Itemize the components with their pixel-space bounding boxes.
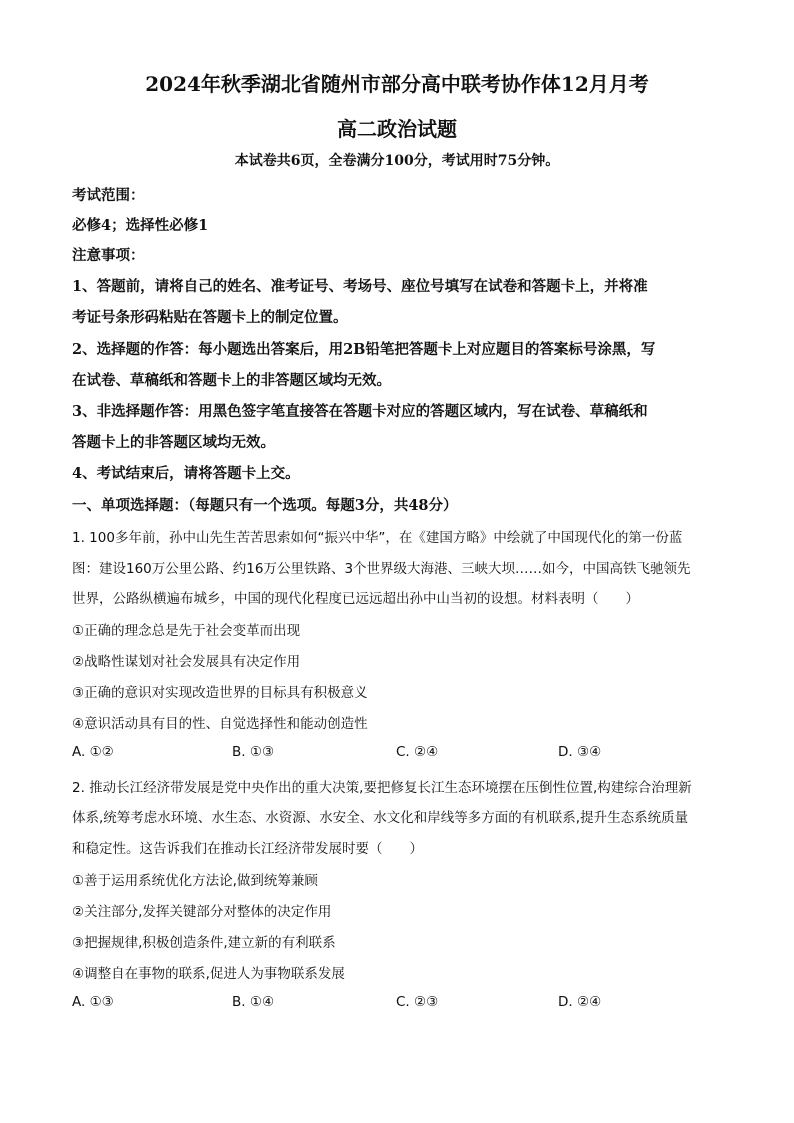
question-1-option-c: C. ②④ — [396, 744, 439, 760]
exam-subtitle: 高二政治试题 — [337, 117, 457, 141]
question-1-option-a: A. ①② — [72, 744, 114, 760]
question-1-stem: 图：建设160万公里公路、约16万公里铁路、3个世界级大海港、三峡大坝……如今，中国高铁飞驰领先 — [72, 561, 691, 577]
question-2-item: ①善于运用系统优化方法论,做到统筹兼顾 — [72, 873, 318, 889]
note-line: 答题卡上的非答题区域均无效。 — [72, 434, 275, 451]
question-2-stem: 体系,统筹考虑水环境、水生态、水资源、水安全、水文化和岸线等多方面的有机联系,提升生态系统质量 — [72, 810, 689, 826]
exam-title: 2024年秋季湖北省随州市部分高中联考协作体12月月考 — [145, 72, 649, 96]
note-line: 4、考试结束后，请将答题卡上交。 — [72, 465, 300, 482]
question-1-item: ②战略性谋划对社会发展具有决定作用 — [72, 654, 301, 670]
question-2-item: ④调整自在事物的联系,促进人为事物联系发展 — [72, 966, 345, 982]
question-1-item: ①正确的理念总是先于社会变革而出现 — [72, 623, 301, 639]
question-1-item: ③正确的意识对实现改造世界的目标具有积极意义 — [72, 685, 368, 701]
question-2-option-d: D. ②④ — [558, 994, 602, 1010]
note-line: 考证号条形码粘贴在答题卡上的制定位置。 — [72, 309, 348, 326]
question-1-stem: 1. 100多年前，孙中山先生苦苦思索如何“振兴中华”，在《建国方略》中绘就了中国现代化的第一份蓝 — [72, 530, 683, 546]
note-line: 3、非选择题作答：用黑色签字笔直接答在答题卡对应的答题区域内，写在试卷、草稿纸和 — [72, 403, 648, 420]
question-2-item: ②关注部分,发挥关键部分对整体的决定作用 — [72, 904, 332, 920]
scope-value: 必修4；选择性必修1 — [72, 217, 209, 234]
note-line: 2、选择题的作答：每小题选出答案后，用2B铅笔把答题卡上对应题目的答案标号涂黑，写 — [72, 341, 656, 358]
question-2-stem: 2. 推动长江经济带发展是党中央作出的重大决策,要把修复长江生态环境摆在压倒性位置,构建综合治理新 — [72, 780, 692, 796]
question-2-stem: 和稳定性。这告诉我们在推动长江经济带发展时要（ ） — [72, 841, 423, 857]
question-1-option-b: B. ①③ — [232, 744, 275, 760]
note-line: 在试卷、草稿纸和答题卡上的非答题区域均无效。 — [72, 372, 391, 389]
question-2-option-a: A. ①③ — [72, 994, 114, 1010]
question-2-option-c: C. ②③ — [396, 994, 439, 1010]
exam-info: 本试卷共6页，全卷满分100分，考试用时75分钟。 — [234, 153, 560, 169]
question-1-option-d: D. ③④ — [558, 744, 602, 760]
scope-label: 考试范围： — [72, 187, 145, 204]
section-heading: 一、单项选择题：（每题只有一个选项。每题3分，共48分） — [72, 497, 458, 514]
question-1-item: ④意识活动具有目的性、自觉选择性和能动创造性 — [72, 716, 368, 732]
question-2-option-b: B. ①④ — [232, 994, 275, 1010]
question-1-stem: 世界，公路纵横遍布城乡，中国的现代化程度已远远超出孙中山当初的设想。材料表明（ ） — [72, 591, 639, 607]
notes-label: 注意事项： — [72, 247, 145, 264]
note-line: 1、答题前，请将自己的姓名、准考证号、考场号、座位号填写在试卷和答题卡上，并将准 — [72, 278, 648, 295]
question-2-item: ③把握规律,积极创造条件,建立新的有利联系 — [72, 935, 336, 951]
